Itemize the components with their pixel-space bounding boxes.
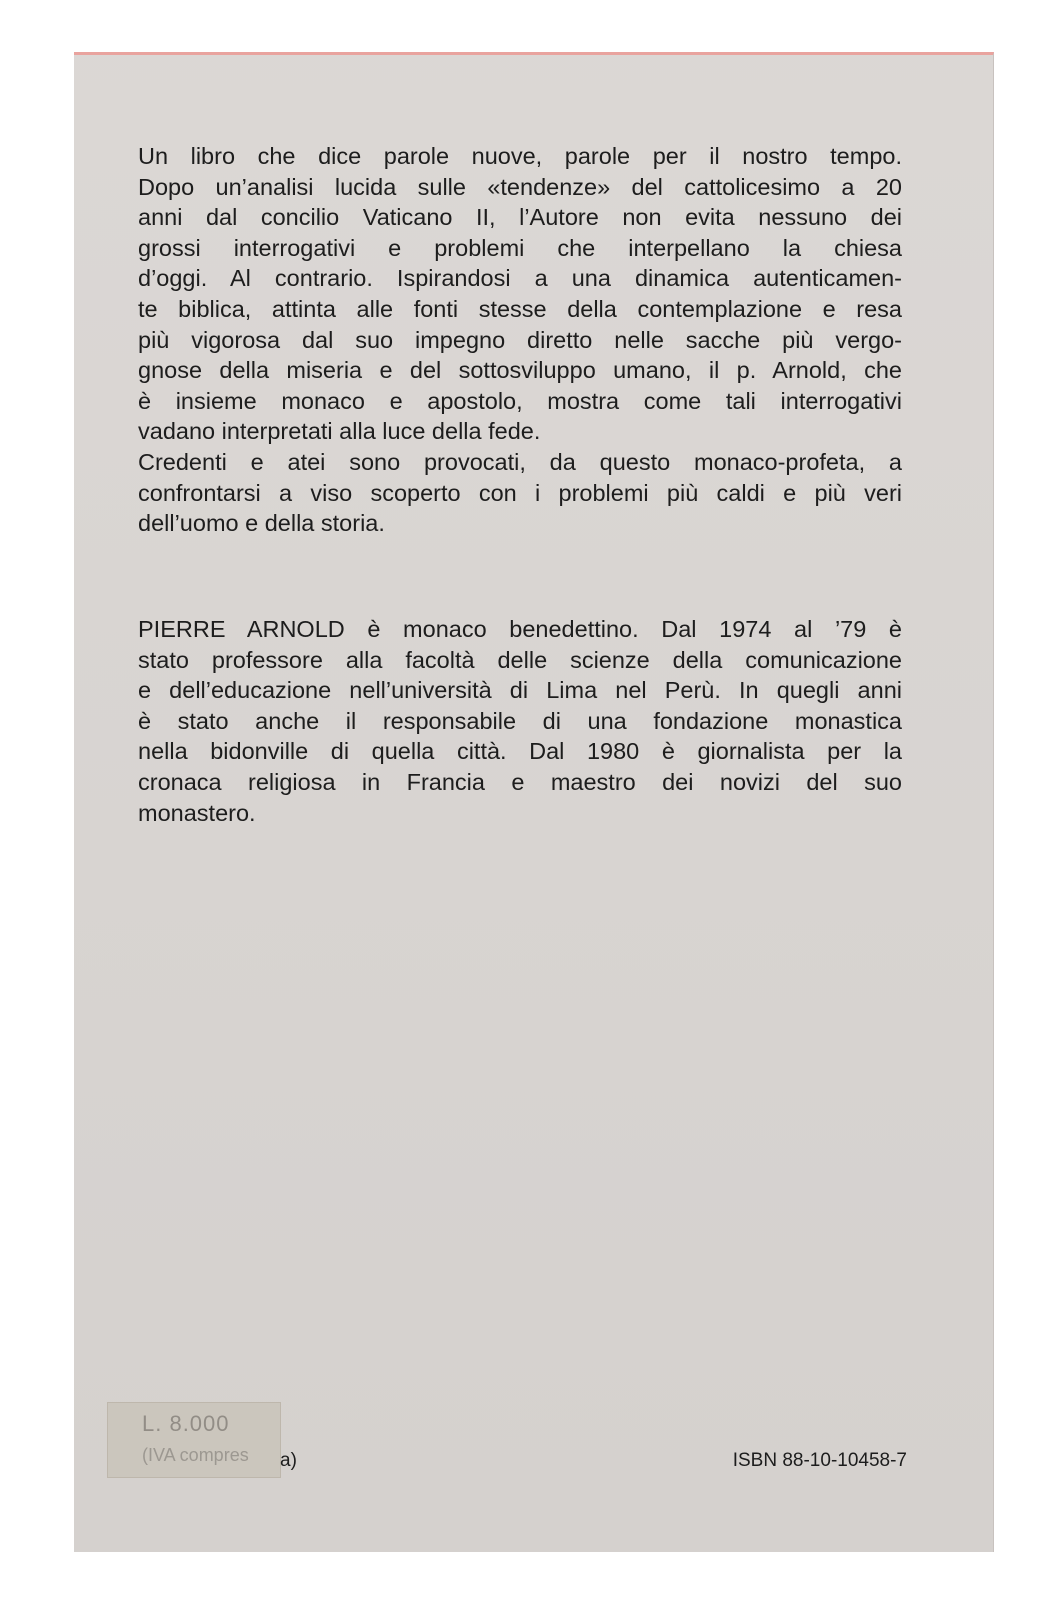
price-sticker bbox=[107, 1402, 281, 1478]
blurb-line: confrontarsi a viso scoperto con i problemi più caldi e più veri bbox=[138, 479, 902, 506]
price-label: L. 8.000 bbox=[142, 1411, 230, 1436]
bio-line: nella bidonville di quella città. Dal 1980 è giornalista per la bbox=[138, 738, 902, 765]
bio-line: e dell’educazione nell’università di Lima nel Perù. In quegli anni bbox=[138, 677, 902, 704]
blurb-line: Credenti e atei sono provocati, da questo monaco-profeta, a bbox=[138, 448, 902, 475]
blurb-line: vadano interpretati alla luce della fede. bbox=[138, 418, 541, 445]
blurb-line: più vigorosa dal suo impegno diretto nelle sacche più vergo- bbox=[138, 326, 902, 353]
blurb-line: d’oggi. Al contrario. Ispirandosi a una dinamica autenticamen- bbox=[138, 265, 902, 292]
blurb-line: Un libro che dice parole nuove, parole per il nostro tempo. bbox=[138, 143, 902, 169]
bio-line: PIERRE ARNOLD è monaco benedettino. Dal 1974 al ’79 è bbox=[138, 616, 902, 642]
author-bio bbox=[138, 614, 902, 828]
isbn-number: ISBN 88-10-10458-7 bbox=[732, 1450, 907, 1471]
blurb-line: gnose della miseria e del sottosviluppo umano, il p. Arnold, che bbox=[138, 357, 902, 384]
blurb-line: grossi interrogativi e problemi che interpellano la chiesa bbox=[138, 234, 902, 261]
bio-line: monastero. bbox=[138, 799, 256, 826]
book-back-cover bbox=[74, 52, 994, 1552]
blurb-line: anni dal concilio Vaticano II, l’Autore non evita nessuno dei bbox=[138, 204, 902, 231]
blurb-text bbox=[138, 141, 902, 539]
iva-suffix: a) bbox=[280, 1450, 297, 1471]
bio-line: stato professore alla facoltà delle scienze della comunicazione bbox=[138, 646, 902, 673]
blurb-line: Dopo un’analisi lucida sulle «tendenze» del cattolicesimo a 20 bbox=[138, 173, 902, 200]
blurb-line: dell’uomo e della storia. bbox=[138, 510, 385, 537]
blurb-line: è insieme monaco e apostolo, mostra come tali interrogativi bbox=[138, 387, 902, 414]
bio-line: cronaca religiosa in Francia e maestro dei novizi del suo bbox=[138, 768, 902, 795]
iva-label: (IVA compres bbox=[142, 1445, 249, 1465]
bio-line: è stato anche il responsabile di una fondazione monastica bbox=[138, 707, 902, 734]
blurb-line: te biblica, attinta alle fonti stesse della contemplazione e resa bbox=[138, 295, 902, 322]
